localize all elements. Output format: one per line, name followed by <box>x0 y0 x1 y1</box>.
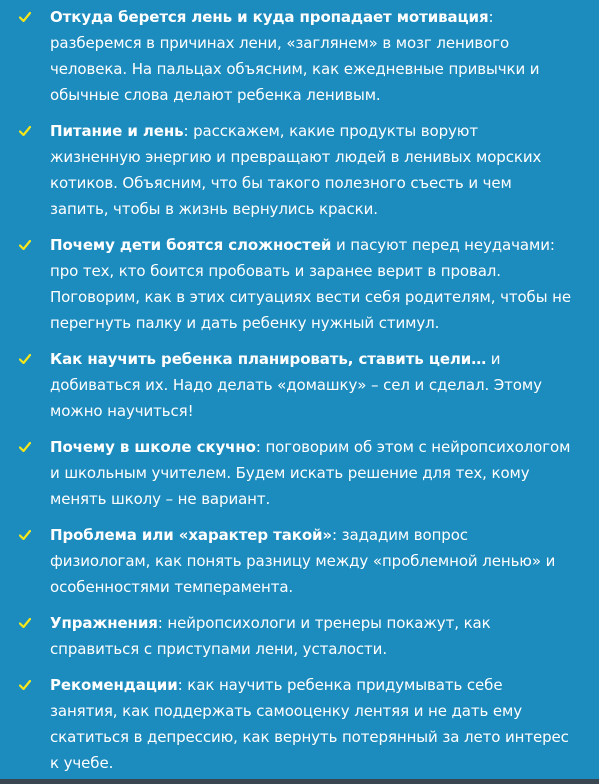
check-icon <box>19 11 31 23</box>
item-description: : поговорим об этом с нейропсихологом и школьным учителем. Будем искать решение для тех, кому менять школу – не вариант. <box>50 438 571 508</box>
item-description: и пасуют перед неудачами: про тех, кто боится пробовать и заранее верит в провал. Поговорим, как в этих ситуациях вести себя родителям, чтобы не перегнуть палку и дать ребенку нужный стимул. <box>50 236 571 332</box>
check-icon <box>19 617 31 629</box>
check-icon <box>19 679 31 691</box>
item-title: Откуда берется лень и куда пропадает мотивация <box>50 8 489 26</box>
item-title: Рекомендации <box>50 676 178 694</box>
item-description: и добиваться их. Надо делать «домашку» – сел и сделал. Этому можно научиться! <box>50 350 542 420</box>
list-item <box>0 346 599 424</box>
check-icon <box>19 239 31 251</box>
item-title: Упражнения <box>50 614 158 632</box>
list-item <box>0 522 599 600</box>
item-description: : нейропсихологи и тренеры покажут, как справиться с приступами лени, усталости. <box>50 614 491 658</box>
list-item <box>0 232 599 336</box>
item-text <box>50 434 571 512</box>
bottom-divider <box>0 779 599 784</box>
item-text <box>50 232 571 336</box>
item-title: Питание и лень <box>50 122 184 140</box>
item-title: Почему в школе скучно <box>50 438 256 456</box>
list-item <box>0 434 599 512</box>
list-item <box>0 4 599 108</box>
item-text <box>50 346 571 424</box>
item-text <box>50 610 571 662</box>
item-text <box>50 118 571 222</box>
list-item <box>0 118 599 222</box>
feature-list <box>0 4 599 776</box>
check-icon <box>19 125 31 137</box>
item-description: : как научить ребенка придумывать себе занятия, как поддержать самооценку лентяя и не дать ему скатиться в депрессию, как вернуть потерянный за лето интерес к учебе. <box>50 676 569 772</box>
list-item <box>0 610 599 662</box>
item-text <box>50 672 571 776</box>
item-description: : разберемся в причинах лени, «заглянем» в мозг ленивого человека. На пальцах объясним, как ежедневные привычки и обычные слова делают ребенка ленивым. <box>50 8 540 104</box>
check-icon <box>19 353 31 365</box>
item-title: Как научить ребенка планировать, ставить цели… <box>50 350 487 368</box>
item-text <box>50 4 571 108</box>
item-title: Почему дети боятся сложностей <box>50 236 332 254</box>
item-description: : зададим вопрос физиологам, как понять разницу между «проблемной ленью» и особенностями темперамента. <box>50 526 556 596</box>
list-item <box>0 672 599 776</box>
check-icon <box>19 529 31 541</box>
item-text <box>50 522 571 600</box>
check-icon <box>19 441 31 453</box>
item-description: : расскажем, какие продукты воруют жизненную энергию и превращают людей в ленивых морских котиков. Объясним, что бы такого полезного съесть и чем запить, чтобы в жизнь вернулись краски. <box>50 122 542 218</box>
item-title: Проблема или «характер такой» <box>50 526 333 544</box>
